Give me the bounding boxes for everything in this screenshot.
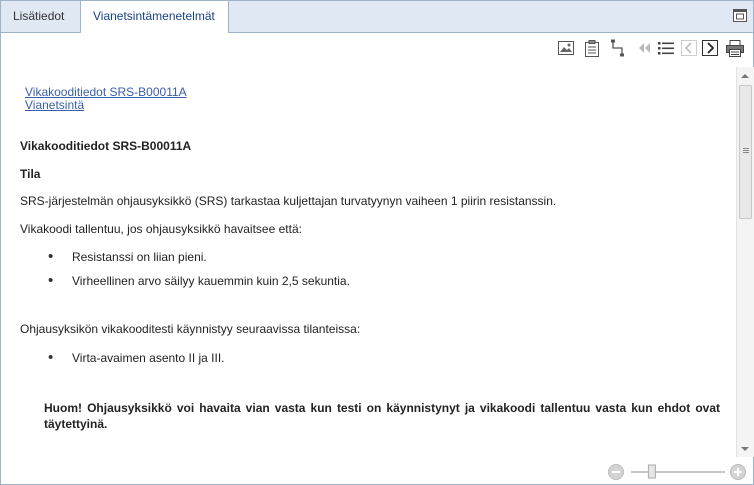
zoom-control [607,462,747,482]
scroll-up-icon[interactable] [741,74,749,78]
restore-window-icon[interactable] [733,9,747,22]
connector-icon[interactable] [608,38,628,58]
list-item: • Virta-avaimen asento II ja III. [72,351,225,365]
scroll-thumb[interactable] [739,85,752,219]
first-page-icon[interactable] [634,38,654,58]
zoom-out-icon[interactable] [609,465,624,480]
document-content [2,67,736,457]
clipboard-icon[interactable] [582,38,602,58]
zoom-slider-handle[interactable] [648,465,655,478]
paragraph-test-trigger: Ohjausyksikön vikakooditesti käynnistyy seuraavissa tilanteissa: [20,322,361,336]
scroll-down-icon[interactable] [741,447,749,451]
print-icon[interactable] [725,38,745,58]
next-icon[interactable] [700,38,720,58]
document-toolbar [550,38,745,58]
state-heading: Tila [20,167,41,181]
paragraph-description: SRS-järjestelmän ohjausyksikkö (SRS) tarkastaa kuljettajan turvatyynyn vaiheen 1 piirin resistanssin. [20,194,557,208]
document-title: Vikakooditiedot SRS-B00011A [20,139,192,153]
image-icon[interactable] [556,38,576,58]
note-text: Huom! Ohjausyksikkö voi havaita vian vasta kun testi on käynnistynyt ja vikakoodi tallentuu vasta kun ehdot ovat täytettyinä. [44,401,720,431]
paragraph-conditions: Vikakoodi tallentuu, jos ohjausyksikkö havaitsee että: [20,222,302,236]
tab-bar [1,1,753,33]
fault-code-info-link[interactable]: Vikakooditiedot SRS-B00011A [25,85,187,99]
document-links [25,86,187,112]
troubleshooting-link[interactable]: Vianetsintä [25,98,85,112]
tab-additional-info[interactable]: Lisätiedot [1,1,81,32]
list-item: • Virheellinen arvo säilyy kauemmin kuin 2,5 sekuntia. [72,274,350,288]
previous-icon[interactable] [679,38,699,58]
list-item: • Resistanssi on liian pieni. [72,250,207,264]
zoom-in-icon[interactable] [731,465,746,480]
vertical-scrollbar[interactable] [736,67,754,457]
list-icon[interactable] [656,38,676,58]
tab-troubleshooting-methods[interactable]: Vianetsintämenetelmät [81,1,229,33]
